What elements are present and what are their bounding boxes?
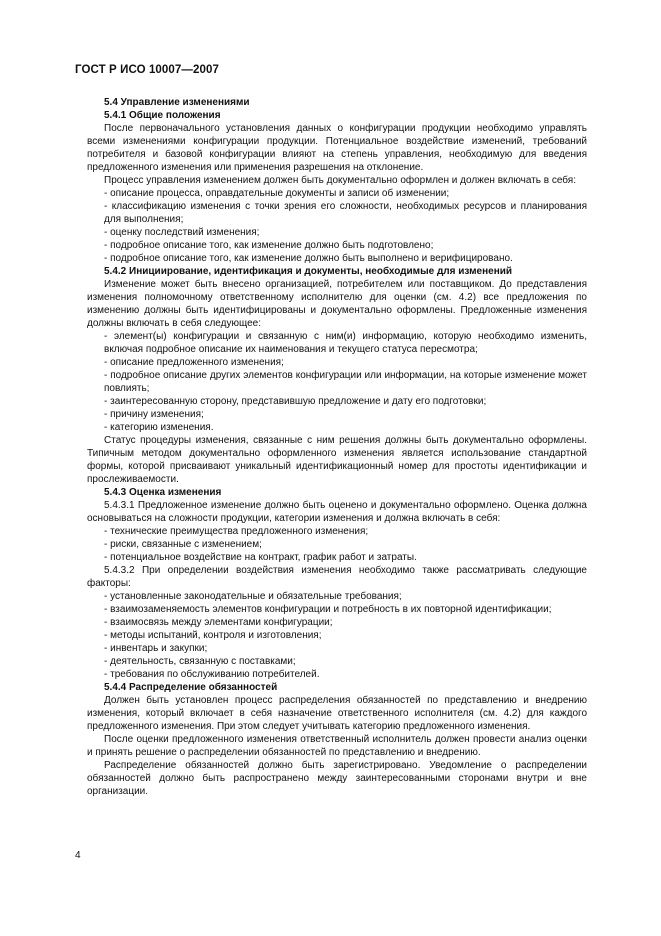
paragraph: Изменение может быть внесено организацией, потребителем или поставщиком. До представления изменения полномочному ответственному исполнителю для оценки (см. 4.2) все предложения по изменению должны быть идентифицированы и документально оформлены. Предложенные изменения должны включать в себя следующее: — [87, 279, 587, 329]
page-header-standard-code: ГОСТ Р ИСО 10007—2007 — [75, 64, 220, 76]
list-item: - описание процесса, оправдательные документы и записи об изменении; — [104, 188, 450, 199]
list-item: - категорию изменения. — [104, 422, 214, 433]
document-body — [87, 96, 587, 798]
list-item: - оценку последствий изменения; — [104, 227, 260, 238]
section-heading: 5.4 Управление изменениями — [104, 97, 250, 108]
list-item: - взаимосвязь между элементами конфигурации; — [104, 617, 333, 628]
list-item: - классификацию изменения с точки зрения его сложности, необходимых ресурсов и планирования для выполнения; — [104, 201, 587, 225]
section-heading: 5.4.3 Оценка изменения — [104, 487, 222, 498]
paragraph: 5.4.3.2 При определении воздействия изменения необходимо также рассматривать следующие факторы: — [87, 565, 587, 589]
paragraph: Распределение обязанностей должно быть зарегистрировано. Уведомление о распределении обязанностей должно быть распространено между заинтересованными сторонами внутри и вне организации. — [87, 760, 587, 797]
list-item: - подробное описание того, как изменение должно быть выполнено и верифицировано. — [104, 253, 513, 264]
list-item: - инвентарь и закупки; — [104, 643, 208, 654]
section-heading: 5.4.1 Общие положения — [104, 110, 221, 121]
list-item: - взаимозаменяемость элементов конфигурации и потребность в их повторной идентификации; — [104, 604, 552, 615]
list-item: - элемент(ы) конфигурации и связанную с ним(и) информацию, которую необходимо изменить, включая подробное описание их наименования и текущего статуса пересмотра; — [104, 331, 587, 355]
list-item: - подробное описание того, как изменение должно быть подготовлено; — [104, 240, 434, 251]
list-item: - заинтересованную сторону, представившую предложение и дату его подготовки; — [104, 396, 487, 407]
list-item: - описание предложенного изменения; — [104, 357, 284, 368]
list-item: - риски, связанные с изменением; — [104, 539, 262, 550]
section-heading: 5.4.2 Инициирование, идентификация и документы, необходимые для изменений — [104, 266, 513, 277]
page-number: 4 — [75, 850, 81, 861]
section-heading: 5.4.4 Распределение обязанностей — [104, 682, 278, 693]
list-item: - деятельность, связанную с поставками; — [104, 656, 296, 667]
list-item: - требования по обслуживанию потребителей. — [104, 669, 320, 680]
list-item: - подробное описание других элементов конфигурации или информации, на которые изменение может повлиять; — [104, 370, 587, 394]
list-item: - установленные законодательные и обязательные требования; — [104, 591, 402, 602]
list-item: - технические преимущества предложенного изменения; — [104, 526, 369, 537]
paragraph: Процесс управления изменением должен быть документально оформлен и должен включать в себя: — [104, 175, 577, 186]
paragraph: После оценки предложенного изменения ответственный исполнитель должен провести анализ оценки и принять решение о распределении обязанностей по представлению и внедрению. — [87, 734, 587, 758]
paragraph: Статус процедуры изменения, связанные с ним решения должны быть документально оформлены. Типичным методом документально оформленного изменения является использование стандартной формы, которой присваивают уникальный идентификационный номер для простоты идентификации и прослеживаемости. — [87, 435, 587, 485]
paragraph: Должен быть установлен процесс распределения обязанностей по представлению и внедрению изменения, который включает в себя назначение ответственного исполнителя (см. 4.2) для каждого предложенного изменения. При этом следует учитывать категорию предложенного изменения. — [87, 695, 587, 732]
paragraph: После первоначального установления данных о конфигурации продукции необходимо управлять всеми изменениями конфигурации продукции. Потенциальное воздействие изменений, требований потребителя и базовой конфигурации влияют на степень управления, необходимую для введения предложенного изменения или применения разрешения на отклонение. — [87, 123, 587, 173]
list-item: - методы испытаний, контроля и изготовления; — [104, 630, 322, 641]
list-item: - причину изменения; — [104, 409, 204, 420]
list-item: - потенциальное воздействие на контракт, график работ и затраты. — [104, 552, 417, 563]
paragraph: 5.4.3.1 Предложенное изменение должно быть оценено и документально оформлено. Оценка должна основываться на сложности продукции, категории изменения и должна включать в себя: — [87, 500, 587, 524]
